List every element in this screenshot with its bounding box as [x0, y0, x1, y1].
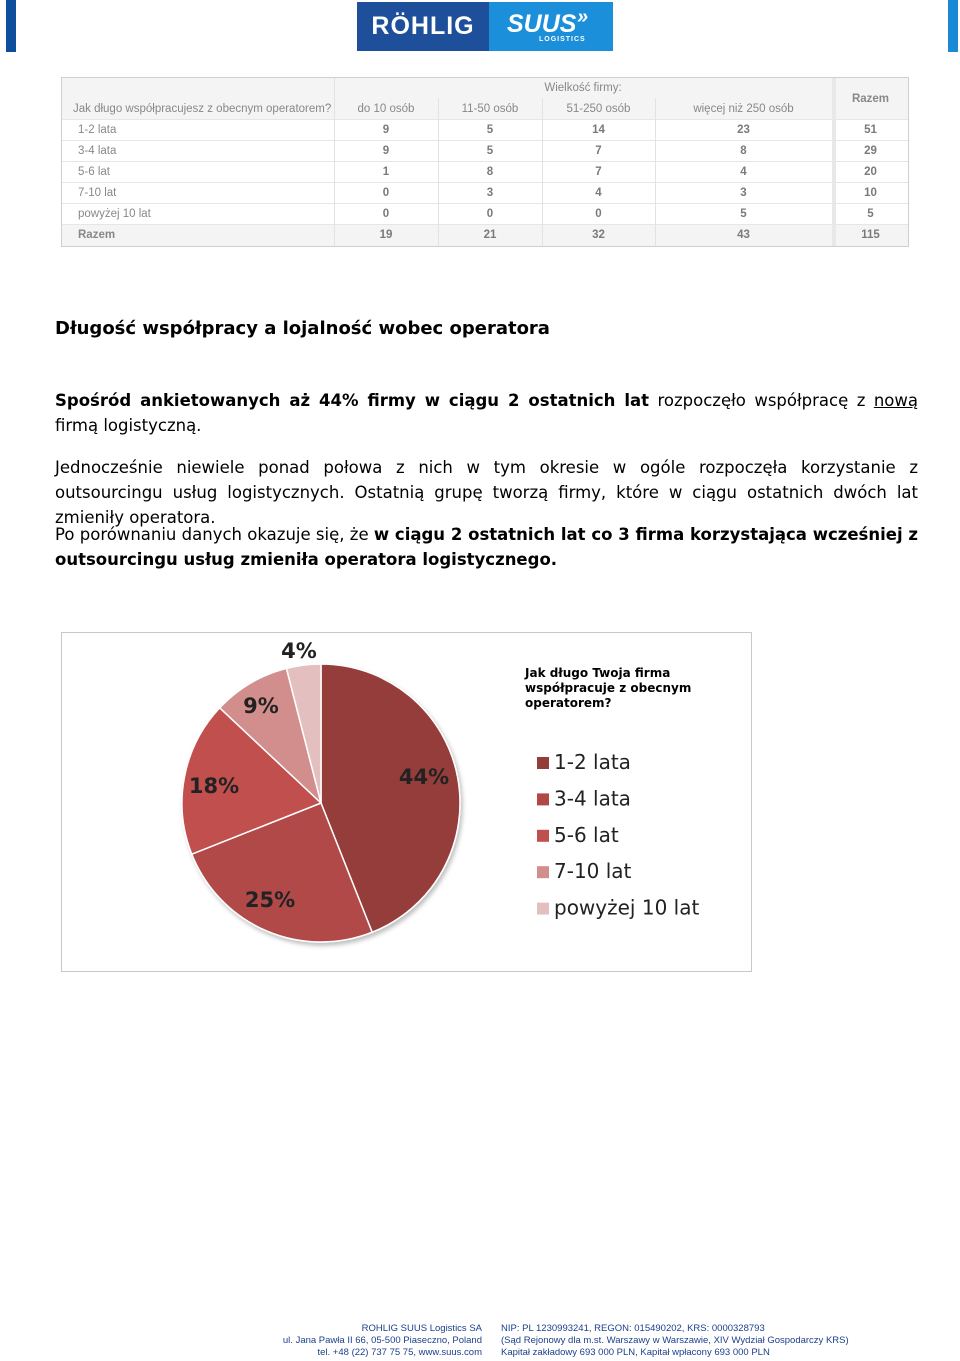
footer-line: ROHLIG SUUS Logistics SA	[361, 1323, 482, 1334]
table-cell: 3	[486, 186, 494, 199]
legend-label: 5-6 lat	[554, 822, 619, 847]
footer-line: (Sąd Rejonowy dla m.st. Warszawy w Warszawie, XIV Wydział Gospodarczy KRS)	[501, 1335, 849, 1346]
table-row-total: 5	[867, 207, 874, 220]
row-label: 1-2 lata	[78, 123, 117, 136]
paragraph-2: Jednocześnie niewiele ponad połowa z nich w tym okresie w ogóle rozpoczęła korzystanie z outsourcingu usług logistycznych. Ostatnią grupę tworzą firmy, które w ciągu ostatnich dwóch lat zmieniły operatora.	[55, 458, 918, 527]
table-total-header: Razem	[833, 78, 908, 119]
p3-text: Po porównaniu danych okazuje się, że	[55, 525, 374, 544]
p1-text-2: firmą logistyczną.	[55, 416, 202, 435]
table-cell: 43	[655, 224, 832, 246]
footer-line: NIP: PL 1230993241, REGON: 015490202, KRS: 0000328793	[501, 1323, 765, 1334]
table-cell: 8	[740, 144, 747, 157]
logo-suus-text: SUUS	[507, 10, 577, 38]
legend-swatch	[537, 793, 549, 805]
footer-registry	[501, 1323, 921, 1359]
table-question-header: Jak długo współpracujesz z obecnym operatorem?	[62, 98, 334, 119]
table-cell: 0	[486, 207, 494, 220]
grid-line	[655, 98, 656, 246]
table-cell: 21	[438, 224, 542, 246]
right-accent-bar	[948, 0, 958, 52]
table-group-header: Wielkość firmy:	[334, 78, 832, 98]
slice-label: 25%	[244, 888, 296, 912]
table-col-header: do 10 osób	[334, 98, 438, 119]
p1-underlined: nową	[873, 391, 918, 410]
table-col-header: więcej niż 250 osób	[655, 98, 832, 119]
table-cell: 1	[382, 165, 390, 178]
paragraph-3	[55, 522, 918, 572]
p3-bold: w ciągu 2 ostatnich lat co 3 firma korzystająca wcześniej z outsourcingu usług zmieniła operatora logistycznego.	[55, 525, 918, 569]
legend-label: 7-10 lat	[554, 859, 632, 884]
row-label: 3-4 lata	[78, 144, 117, 157]
legend-swatch	[537, 830, 549, 842]
grid-line	[62, 161, 908, 162]
legend-label: 3-4 lata	[554, 786, 631, 811]
row-label: powyżej 10 lat	[78, 207, 151, 220]
slice-label: 4%	[281, 639, 317, 663]
table-cell: 23	[737, 123, 750, 136]
slice-label: 44%	[398, 765, 450, 789]
grid-line	[62, 203, 908, 204]
grid-line	[62, 140, 908, 141]
cooperation-table	[61, 77, 909, 247]
table-cell: 0	[595, 207, 602, 220]
legend-label: powyżej 10 lat	[554, 895, 700, 920]
table-row-total: 51	[864, 123, 877, 136]
table-grand-total: 115	[833, 224, 908, 246]
left-accent-bar	[6, 0, 16, 52]
p1-bold: Spośród ankietowanych aż 44% firmy w ciągu 2 ostatnich lat	[55, 391, 650, 410]
legend-label: 1-2 lata	[554, 750, 631, 774]
grid-line	[438, 98, 439, 246]
slice-label: 18%	[188, 774, 240, 798]
table-cell: 32	[542, 224, 655, 246]
table-col-header: 51-250 osób	[542, 98, 655, 119]
paragraph-1	[55, 388, 918, 438]
legend-swatch	[537, 866, 549, 878]
table-cell: 3	[740, 186, 747, 199]
grid-line	[542, 98, 543, 246]
logo-mark-icon: »	[577, 6, 589, 28]
grid-line	[62, 182, 908, 183]
row-label: Razem	[62, 224, 334, 246]
legend-swatch	[537, 757, 549, 769]
table-row-total: 10	[864, 186, 877, 199]
grid-line	[334, 78, 335, 246]
logo-suus	[489, 2, 613, 51]
chart-title-line: współpracuje z obecnym	[525, 681, 692, 695]
table-cell: 0	[382, 207, 390, 220]
table-cell: 19	[334, 224, 438, 246]
chart-title-line: operatorem?	[525, 696, 612, 710]
table-cell: 8	[486, 165, 494, 178]
logo-suus-sub: LOGISTICS	[539, 36, 586, 43]
table-cell: 7	[595, 144, 602, 157]
table-cell: 4	[740, 165, 747, 178]
p1-text-1: rozpoczęło współpracę z	[649, 391, 874, 410]
grid-line	[62, 224, 908, 225]
table-row-total: 29	[864, 144, 877, 157]
legend-swatch	[537, 903, 549, 915]
table-cell: 9	[382, 144, 390, 157]
chart-title-line: Jak długo Twoja firma	[525, 666, 671, 680]
table-row-total: 20	[864, 165, 877, 178]
pie-chart-svg	[62, 633, 751, 971]
table-cell: 4	[595, 186, 602, 199]
table-cell: 5	[486, 144, 494, 157]
company-logo	[357, 2, 613, 51]
footer-company	[260, 1323, 482, 1359]
grid-line	[62, 119, 908, 120]
slice-label: 9%	[243, 694, 279, 718]
grid-line	[832, 78, 836, 246]
table-cell: 0	[382, 186, 390, 199]
pie-chart	[61, 632, 752, 972]
table-cell: 7	[595, 165, 602, 178]
table-corner	[62, 78, 334, 98]
row-label: 5-6 lat	[78, 165, 110, 178]
footer-line: tel. +48 (22) 737 75 75, www.suus.com	[317, 1347, 482, 1358]
row-label: 7-10 lat	[78, 186, 117, 199]
logo-rohlig: RÖHLIG	[357, 2, 489, 51]
section-heading: Długość współpracy a lojalność wobec operatora	[55, 318, 550, 339]
table-cell: 14	[592, 123, 605, 136]
table-cell: 9	[382, 123, 390, 136]
table-col-header: 11-50 osób	[438, 98, 542, 119]
footer-line: Kapitał zakładowy 693 000 PLN, Kapitał wpłacony 693 000 PLN	[501, 1347, 770, 1358]
table-cell: 5	[486, 123, 494, 136]
footer-line: ul. Jana Pawła II 66, 05-500 Piaseczno, Poland	[282, 1335, 482, 1346]
table-cell: 5	[740, 207, 747, 220]
